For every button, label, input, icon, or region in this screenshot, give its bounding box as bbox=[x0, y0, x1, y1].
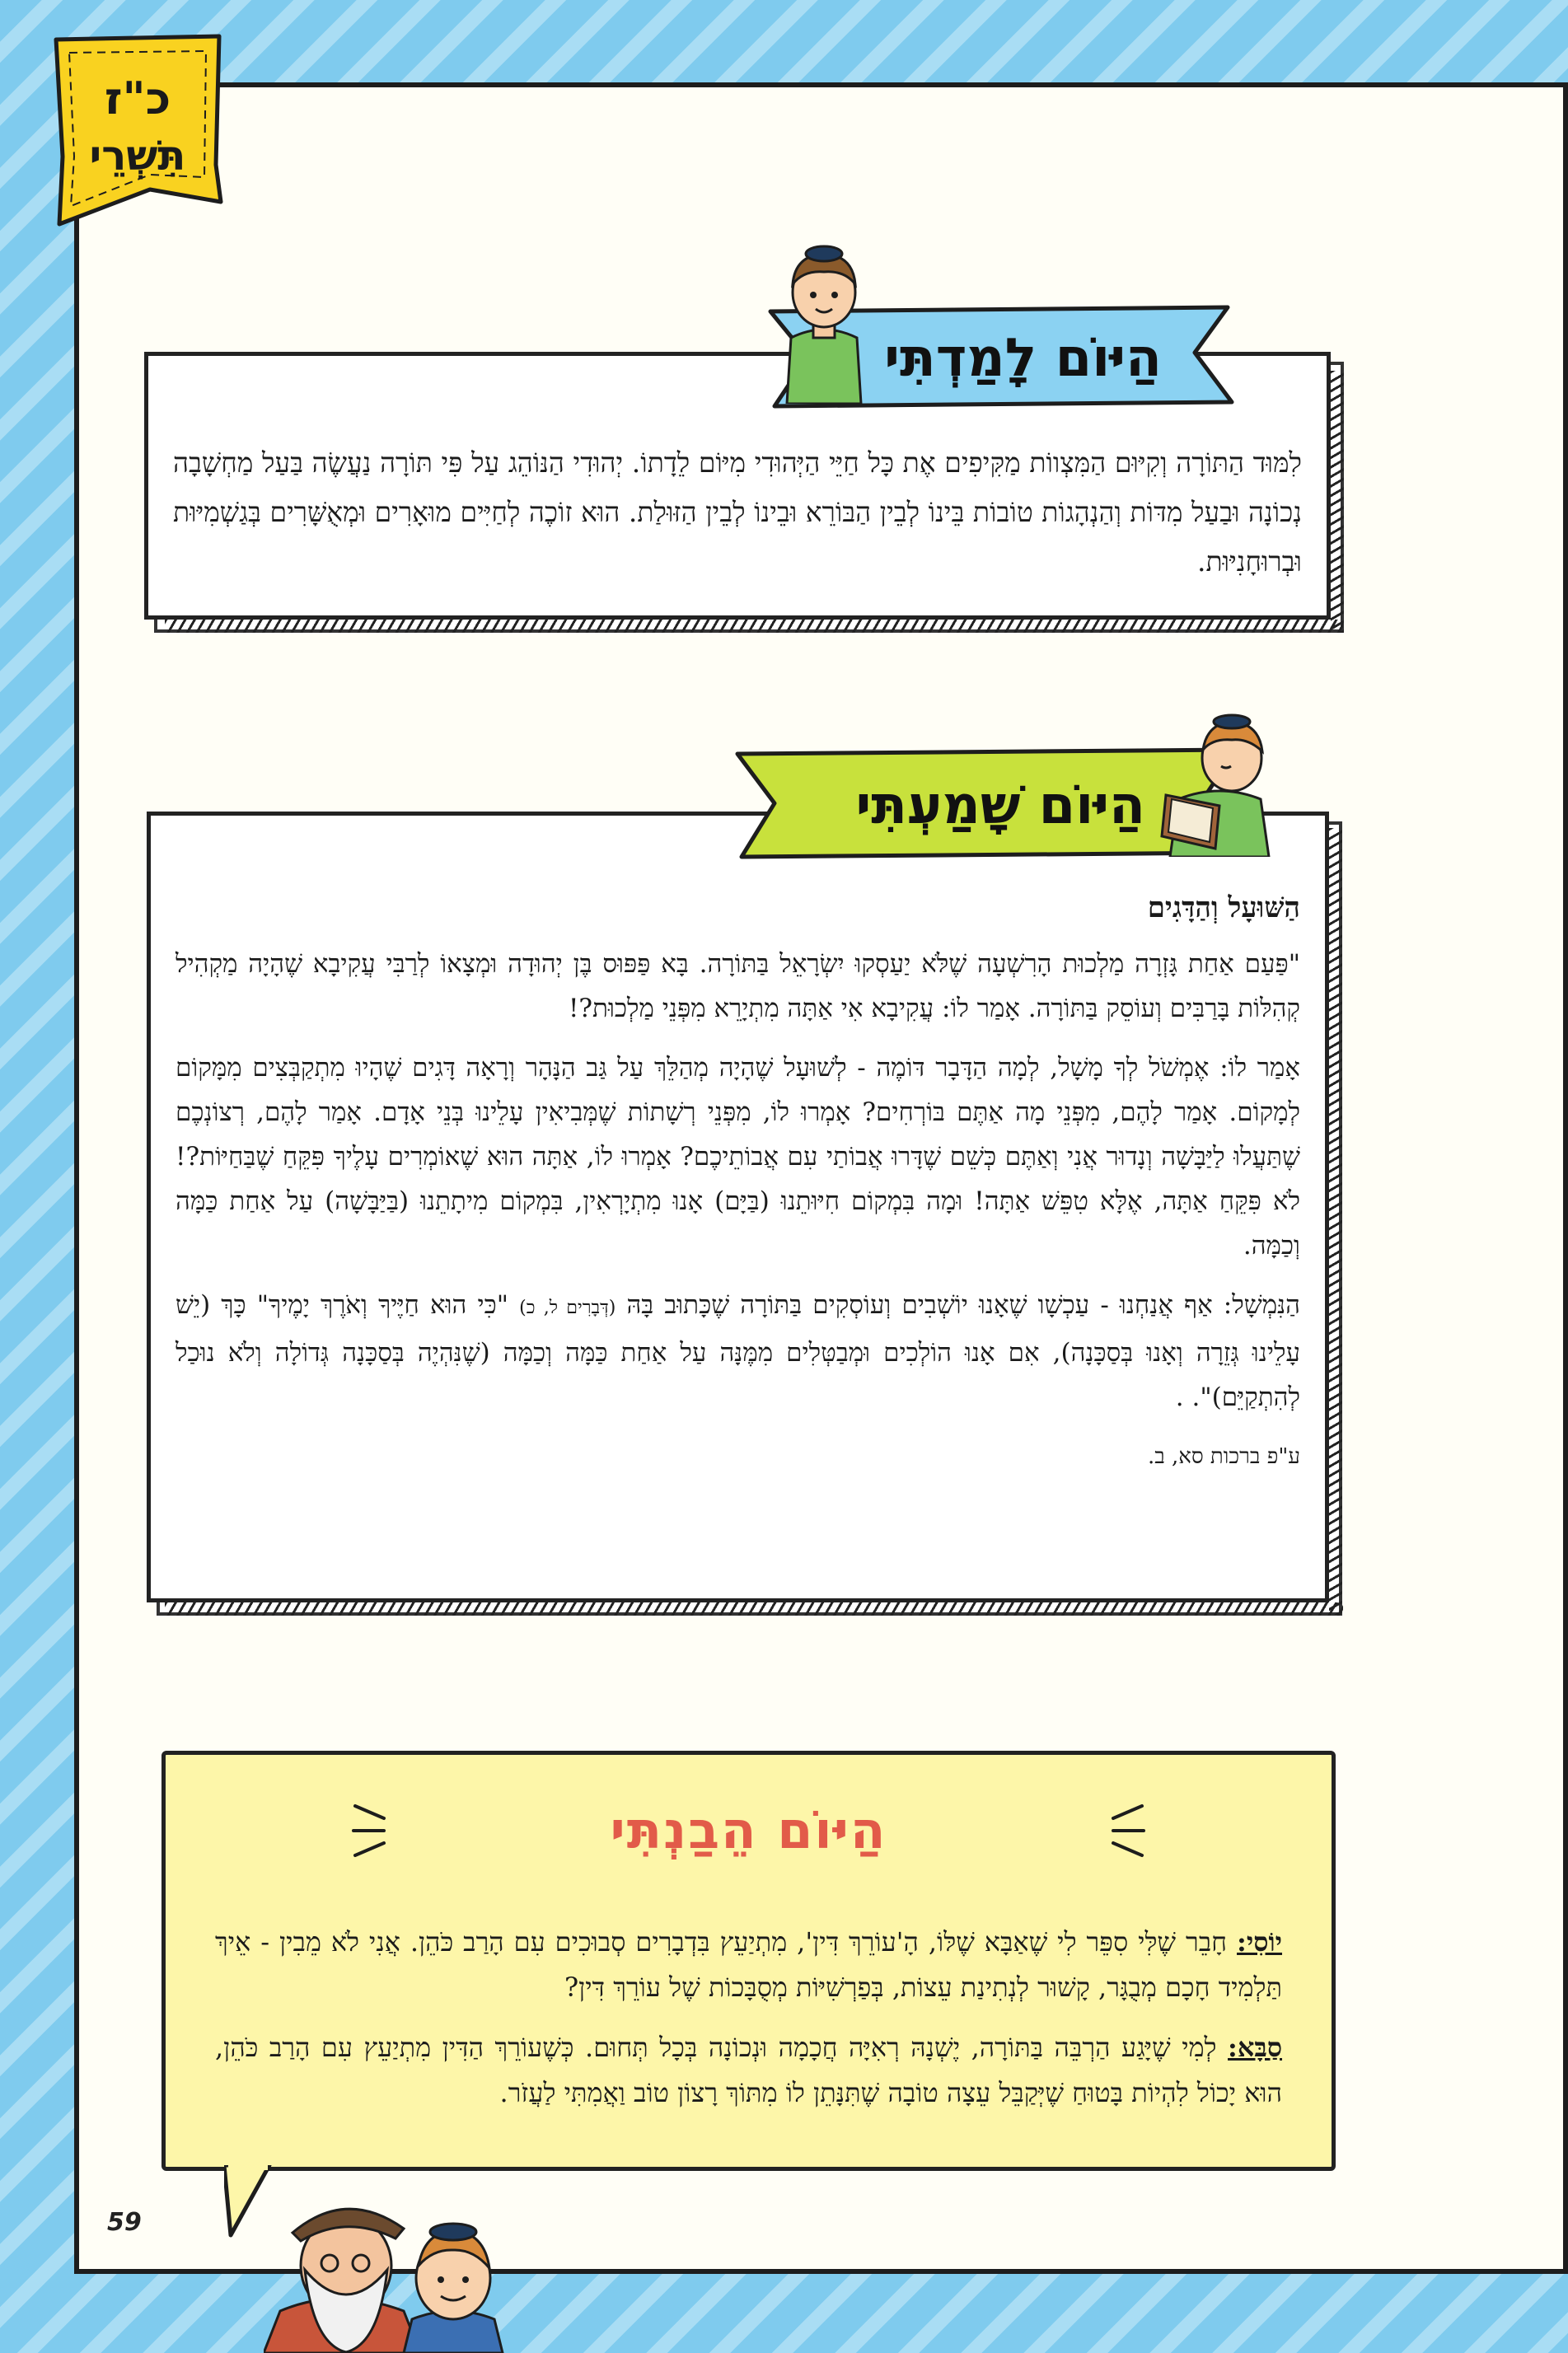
boy-standing-illustration bbox=[770, 239, 878, 404]
heard-box-shadow bbox=[165, 1602, 1343, 1616]
speaker-name: סַבָּא: bbox=[1228, 2032, 1283, 2063]
heard-content bbox=[176, 886, 1300, 1479]
moral-rest: "כִּי הוּא חַיֶּיךָ וְאֹרֶךְ יָמֶיךָ" כָּךְ (יֵשׁ עָלֵינוּ גְּזֵרָה וְאָנוּ בְּסַכָּנָה), אִם אָנוּ הוֹלְכִים וּמְבַטְּלִים מִמֶּנָּה עַל אַחַת כַּמָּה וְכַמָּה (שֶׁנִּהְיֶה בְּסַכָּנָה גְּדוֹלָה וְלֹא נוּכַל לְהִתְקַיֵּם)". . bbox=[176, 1290, 1300, 1412]
speaker-name: יוֹסִי: bbox=[1237, 1926, 1283, 1958]
heard-box-shadow-side bbox=[1329, 828, 1342, 1615]
dialogue-line bbox=[215, 1920, 1282, 2010]
story-paragraph: "פַּעַם אַחַת גָּזְרָה מַלְכוּת הָרִשְׁעָה שֶׁלֹּא יַעַסְקוּ יִשְׂרָאֵל בַּתּוֹרָה. בָּא פַּפּוּס בֶּן יְהוּדָה וּמְצָאוֹ לְרַבִּי עֲקִיבָא שֶׁהָיָה מַקְהִיל קְהִלּוֹת בָּרַבִּים וְעוֹסֵק בַּתּוֹרָה. אָמַר לוֹ: עֲקִיבָא אִי אַתָּה מִתְיָרֵא מִפְּנֵי מַלְכוּת?! bbox=[176, 949, 1300, 1023]
learned-text: לִמּוּד הַתּוֹרָה וְקִיּוּם הַמִּצְווֹת מַקִּיפִים אֶת כָּל חַיֵּי הַיְּהוּדִי מִיּוֹם לֵדָתוֹ. יְהוּדִי הַנּוֹהֵג עַל פִּי תּוֹרָה נַעֲשֶׂה בַּעַל מַחְשָׁבָה נְכוֹנָה וּבַעַל מִדּוֹת וְהַנְהָגוֹת טוֹבוֹת בֵּינוֹ לְבֵין הַבּוֹרֵא וּבֵינוֹ לְבֵין הַזּוּלַת. הוּא זוֹכֶה לְחַיִּים מוּאָרִים וּמְאֻשָּׁרִים בְּגַשְׁמִיּוּת וּבְרוּחָנִיּוּת. bbox=[173, 447, 1302, 578]
source-citation: ע"פ ברכות סא, ב. bbox=[1147, 1444, 1300, 1469]
dialogue bbox=[215, 1920, 1282, 2131]
date-tag-shape bbox=[51, 33, 224, 227]
verse-reference: (דְּבָרִים ל, כ) bbox=[519, 1298, 616, 1318]
heard-title: הַיּוֹם שָׁמַעְתִּי bbox=[855, 775, 1145, 836]
learned-title: הַיּוֹם לָמַדְתִּי bbox=[884, 328, 1162, 389]
story-moral bbox=[176, 1283, 1300, 1420]
story-paragraph: אָמַר לוֹ: אֶמְשֹׁל לְךָ מָשָׁל, לְמָה הַדָּבָר דּוֹמֶה - לְשׁוּעָל שֶׁהָיָה מְהַלֵּךְ עַל גַּב הַנָּהָר וְרָאָה דָּגִים שֶׁהָיוּ מִתְקַבְּצִים מִמָּקוֹם לְמָקוֹם. אָמַר לָהֶם, מִפְּנֵי מָה אַתֶּם בּוֹרְחִים? אָמְרוּ לוֹ, מִפְּנֵי רְשָׁתוֹת שֶׁמְּבִיאִין עָלֵינוּ בְּנֵי אָדָם. אָמַר לָהֶם, רְצוֹנְכֶם שֶׁתַּעֲלוּ לַיַּבָּשָׁה וְנָדוּר אֲנִי וְאַתֶּם כְּשֵׁם שֶׁדָּרוּ אֲבוֹתַי עִם אֲבוֹתֵיכֶם? אָמְרוּ לוֹ, אַתָּה הוּא שֶׁאוֹמְרִים עָלֶיךָ פִּקֵּחַ שֶׁבַּחַיּוֹת?! לֹא פִּקֵּחַ אַתָּה, אֶלָּא טִפֵּשׁ אַתָּה! וּמָה בִּמְקוֹם חִיּוּתֵנוּ (בַּיָּם) אָנוּ מִתְיָרְאִין, בִּמְקוֹם מִיתָתֵנוּ (בַּיַּבָּשָׁה) עַל אַחַת כַּמָּה וְכַמָּה. bbox=[176, 1053, 1300, 1261]
understood-title: הַיּוֹם הֵבַנְתִּי bbox=[610, 1800, 887, 1860]
date-tag bbox=[51, 33, 224, 227]
dialogue-text: חָבֵר שֶׁלִּי סִפֵּר לִי שֶׁאַבָּא שֶׁלּוֹ, הָ'עוֹרֵךְ דִּין', מִתְיַעֵץ בִּדְבָרִים סְבוּכִים עִם הָרַב כֹּהֵן. אֲנִי לֹא מֵבִין - אֵיךְ תַּלְמִיד חָכָם מְבֻגָּר, קָשׁוּר לְנְתִינַת עֵצוֹת, בְּפַרְשִׁיּוֹת מְסֻבָּכוֹת שֶׁל עוֹרֵךְ דִּין? bbox=[215, 1926, 1282, 2003]
grandpa-and-boy-illustration bbox=[264, 2187, 560, 2353]
dialogue-line bbox=[215, 2025, 1282, 2116]
dialogue-text: לְמִי שֶׁיָּגַע הַרְבֵּה בַּתּוֹרָה, יֶשְׁנָהּ רְאִיָּה חֲכָמָה וּנְכוֹנָה בְּכָל תְּחוּם. כְּשֶׁעוֹרֵךְ הַדִּין מִתְיַעֵץ עִם הָרַב כֹּהֵן, הוּא יָכוֹל לִהְיוֹת בָּטוּחַ שֶׁיְּקַבֵּל עֵצָה טוֹבָה שֶׁתִּנָּתֵן לוֹ מִתּוֹךְ רָצוֹן טוֹב וַאֲמִתִּי לַעֲזֹר. bbox=[215, 2032, 1282, 2108]
page-number: 59 bbox=[107, 2208, 142, 2237]
learned-box-shadow bbox=[165, 620, 1343, 633]
boy-reading-illustration bbox=[1154, 709, 1285, 857]
moral-intro: הַנִּמְשָׁל: אַף אֲנַחְנוּ - עַכְשָׁו שֶׁאָנוּ יוֹשְׁבִים וְעוֹסְקִים בַּתּוֹרָה שֶׁכָּתוּב בָּהּ bbox=[626, 1290, 1300, 1320]
learned-box-shadow-side bbox=[1331, 371, 1344, 633]
date-day: כ"ז bbox=[104, 73, 171, 124]
understood-speech-bubble bbox=[161, 1751, 1336, 2171]
story-title: הַשּׁוּעָל וְהַדָּגִים bbox=[1147, 891, 1300, 924]
heard-box bbox=[147, 812, 1329, 1602]
date-month: תִּשְׁרֵי bbox=[89, 132, 186, 180]
